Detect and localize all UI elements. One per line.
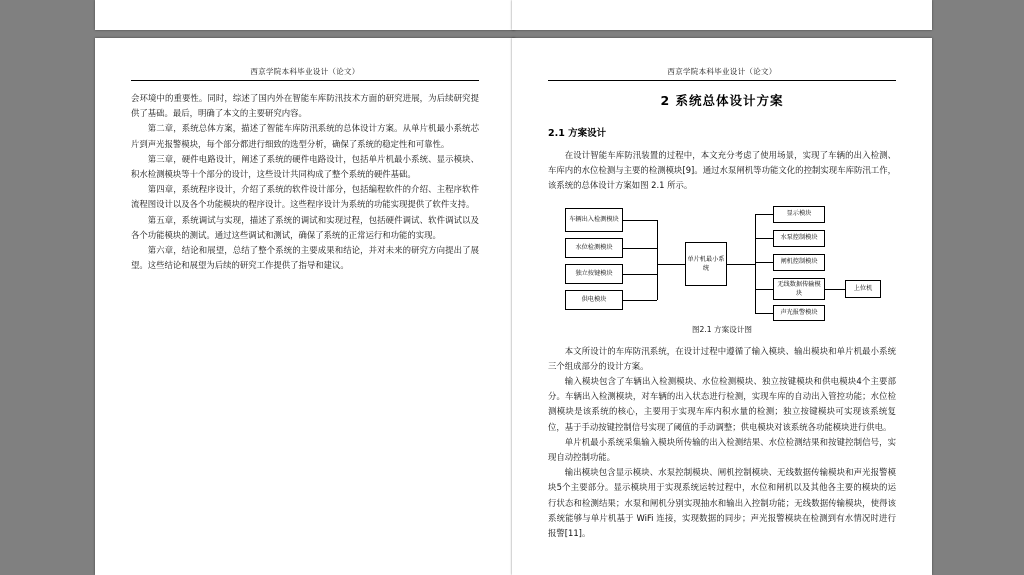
paragraph: 第六章，结论和展望，总结了整个系统的主要成果和结论，并对未来的研究方向提出了展望。这些结论和展望为后续的研究工作提供了指导和建议。 <box>131 245 479 271</box>
diagram-node-mcu: 单片机最小系统 <box>685 242 727 286</box>
connector <box>623 300 657 301</box>
diagram-node: 车辆出入检测模块 <box>565 208 623 232</box>
right-page-preview <box>512 0 932 30</box>
paragraph: 第四章，系统程序设计，介绍了系统的软件设计部分，包括编程软件的介绍、主程序软件流程图设计以及各个功能模块的程序设计。这些程序设计为系统的功能实现提供了软件支持。 <box>131 184 479 210</box>
connector <box>727 264 755 265</box>
page-header: 西京学院本科毕业设计（论文） <box>131 66 479 81</box>
section-title: 2.1 方案设计 <box>548 128 607 139</box>
diagram-node: 显示模块 <box>773 206 825 223</box>
connector <box>657 220 658 300</box>
connector <box>623 248 657 249</box>
right-page <box>512 38 932 575</box>
diagram-node: 无线数据传输模块 <box>773 278 825 300</box>
connector <box>623 220 657 221</box>
paragraph: 第二章，系统总体方案，描述了智能车库防汛系统的总体设计方案。从单片机最小系统芯片到声光报警模块，每个部分都进行细致的选型分析，确保了系统的稳定性和可靠性。 <box>131 123 479 149</box>
connector <box>755 238 773 239</box>
right-page-body-bottom <box>548 344 896 542</box>
connector <box>755 289 773 290</box>
diagram-node: 上位机 <box>845 280 881 298</box>
diagram-node: 闸机控制模块 <box>773 254 825 271</box>
connector <box>755 313 773 314</box>
page-preview-surface <box>95 0 515 30</box>
diagram-node: 独立按键模块 <box>565 264 623 284</box>
left-page <box>95 38 515 575</box>
paragraph: 会环境中的重要性。同时，综述了国内外在智能车库防汛技术方面的研究进展，为后续研究提供了基础。最后，明确了本文的主要研究内容。 <box>131 93 479 119</box>
page-preview-surface <box>512 0 932 30</box>
figure-caption: 图2.1 方案设计图 <box>691 324 753 334</box>
connector <box>825 289 845 290</box>
page-header: 西京学院本科毕业设计（论文） <box>548 66 896 81</box>
paragraph: 单片机最小系统采集输入模块所传输的出入检测结果、水位检测结果和按键控制信号，实现自动控制功能。 <box>548 436 896 463</box>
chapter-title: 2 系统总体设计方案 <box>660 93 784 108</box>
system-architecture-diagram <box>557 204 887 322</box>
paragraph: 第三章，硬件电路设计，阐述了系统的硬件电路设计，包括单片机最小系统、显示模块、积水检测模块等十个部分的设计，这些设计共同构成了整个系统的硬件基础。 <box>131 153 479 180</box>
diagram-node: 水位检测模块 <box>565 238 623 258</box>
right-page-column <box>512 0 932 575</box>
connector <box>755 262 773 263</box>
diagram-node: 水泵控制模块 <box>773 230 825 247</box>
paragraph: 输入模块包含了车辆出入检测模块、水位检测模块、独立按键模块和供电模块4个主要部分。车辆出入检测模块，对车辆的出入状态进行检测，实现车库的自动出入管控功能；水位检测模块是该系统的核心，主要用于实现车库内积水量的检测；独立按键模块可实现该系统复位，基于手动按键控制信号实现了阈值的手动调整；供电模块对该系统各功能模块进行供电。 <box>548 376 896 432</box>
paragraph: 输出模块包含显示模块、水泵控制模块、闸机控制模块、无线数据传输模块和声光报警模块5个主要部分。显示模块用于实现系统运转过程中，水位和闸机以及其他各主要的模块的运行状态和检测结果；水泵和闸机分别实现抽水和输出入控制功能；无线数据传输模块，使得该系统能够与单片机基于 WiFi 连接，实现数据的同步；声光报警模块在检测到有水情况时进行报警[11]。 <box>548 467 896 539</box>
connector <box>623 274 657 275</box>
figure-block <box>548 204 896 322</box>
left-page-preview <box>95 0 515 30</box>
connector <box>755 214 756 314</box>
paragraph: 在设计智能车库防汛装置的过程中，本文充分考虑了使用场景，实现了车辆的出入检测、车库内的水位检测与主要的检测模块[9]。通过水泵闸机等功能文化的控制实现车库防汛工作，该系统的总体设计方案如图 2.1 所示。 <box>548 150 896 191</box>
connector <box>657 264 685 265</box>
right-page-body-top <box>548 148 896 194</box>
diagram-node: 声光报警模块 <box>773 305 825 321</box>
paragraph: 本文所设计的车库防汛系统，在设计过程中遵循了输入模块、输出模块和单片机最小系统三个组成部分的设计方案。 <box>548 345 896 371</box>
left-page-column <box>95 0 515 575</box>
paragraph: 第五章，系统调试与实现，描述了系统的调试和实现过程，包括硬件调试、软件调试以及各个功能模块的测试。通过这些调试和测试，确保了系统的正常运行和功能的实现。 <box>131 214 479 240</box>
left-page-body <box>131 91 479 273</box>
diagram-node: 供电模块 <box>565 290 623 310</box>
connector <box>755 214 773 215</box>
